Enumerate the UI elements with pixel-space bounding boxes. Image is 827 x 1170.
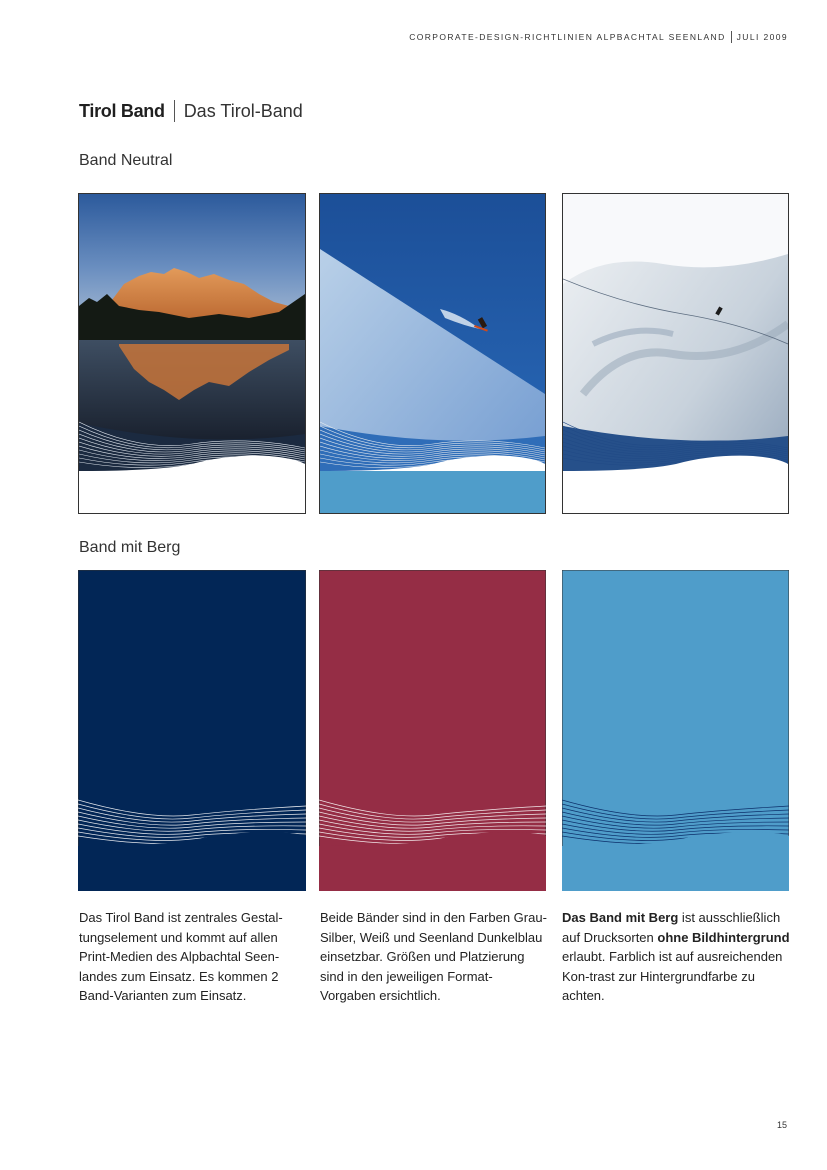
text-column-2-body: Beide Bänder sind in den Farben Grau-Silber, Weiß und Seenland Dunkelblau einsetzbar. Größen und Platzierung sind in den jeweiligen Format-Vorgaben ersichtlich. xyxy=(320,910,547,1004)
header-divider xyxy=(731,31,732,43)
text-column-3 xyxy=(562,908,790,1006)
band-panel-red xyxy=(319,570,546,891)
photo-panel-snowfield xyxy=(562,193,789,514)
text-column-1-body: Das Tirol Band ist zentrales Gestal-tungselement und kommt auf allen Print-Medien des Alpbachtal Seen-landes zum Einsatz. Es kommen 2 Band-Varianten zum Einsatz. xyxy=(79,910,283,1004)
text-column-3-bold-1: Das Band mit Berg xyxy=(562,910,679,925)
band-panel-dark-blue xyxy=(78,570,306,891)
running-header xyxy=(409,31,788,43)
page-title-main: Tirol Band xyxy=(79,100,165,121)
band-mit-berg-red xyxy=(319,570,546,891)
section-label-neutral: Band Neutral xyxy=(79,152,173,169)
header-date: JULI 2009 xyxy=(736,32,788,42)
page-number: 15 xyxy=(776,1120,787,1130)
lake-mountain-photo xyxy=(79,194,305,513)
text-column-1 xyxy=(79,908,307,1006)
text-column-3-text-2: erlaubt. Farblich ist auf ausreichenden Kon-trast zur Hintergrundfarbe zu achten. xyxy=(562,949,783,1004)
photo-panel-skier xyxy=(319,193,546,514)
band-mit-berg-dark-blue xyxy=(78,570,306,891)
title-divider xyxy=(174,100,175,122)
header-doc-title: CORPORATE-DESIGN-RICHTLINIEN ALPBACHTAL SEENLAND xyxy=(409,32,726,42)
band-panel-light-blue xyxy=(562,570,789,891)
page-title xyxy=(79,100,303,122)
band-mit-berg-light-blue xyxy=(562,570,789,891)
text-column-3-bold-2: ohne Bildhintergrund xyxy=(657,929,790,945)
page-title-sub: Das Tirol-Band xyxy=(183,100,303,121)
photo-panel-lake xyxy=(78,193,306,514)
text-column-3-text-1: ist ausschließlich auf Drucksorten xyxy=(562,910,781,945)
skier-slope-photo xyxy=(320,194,545,513)
snowfield-photo xyxy=(563,194,788,513)
section-label-mit-berg: Band mit Berg xyxy=(79,539,181,556)
text-column-2 xyxy=(320,908,548,1006)
